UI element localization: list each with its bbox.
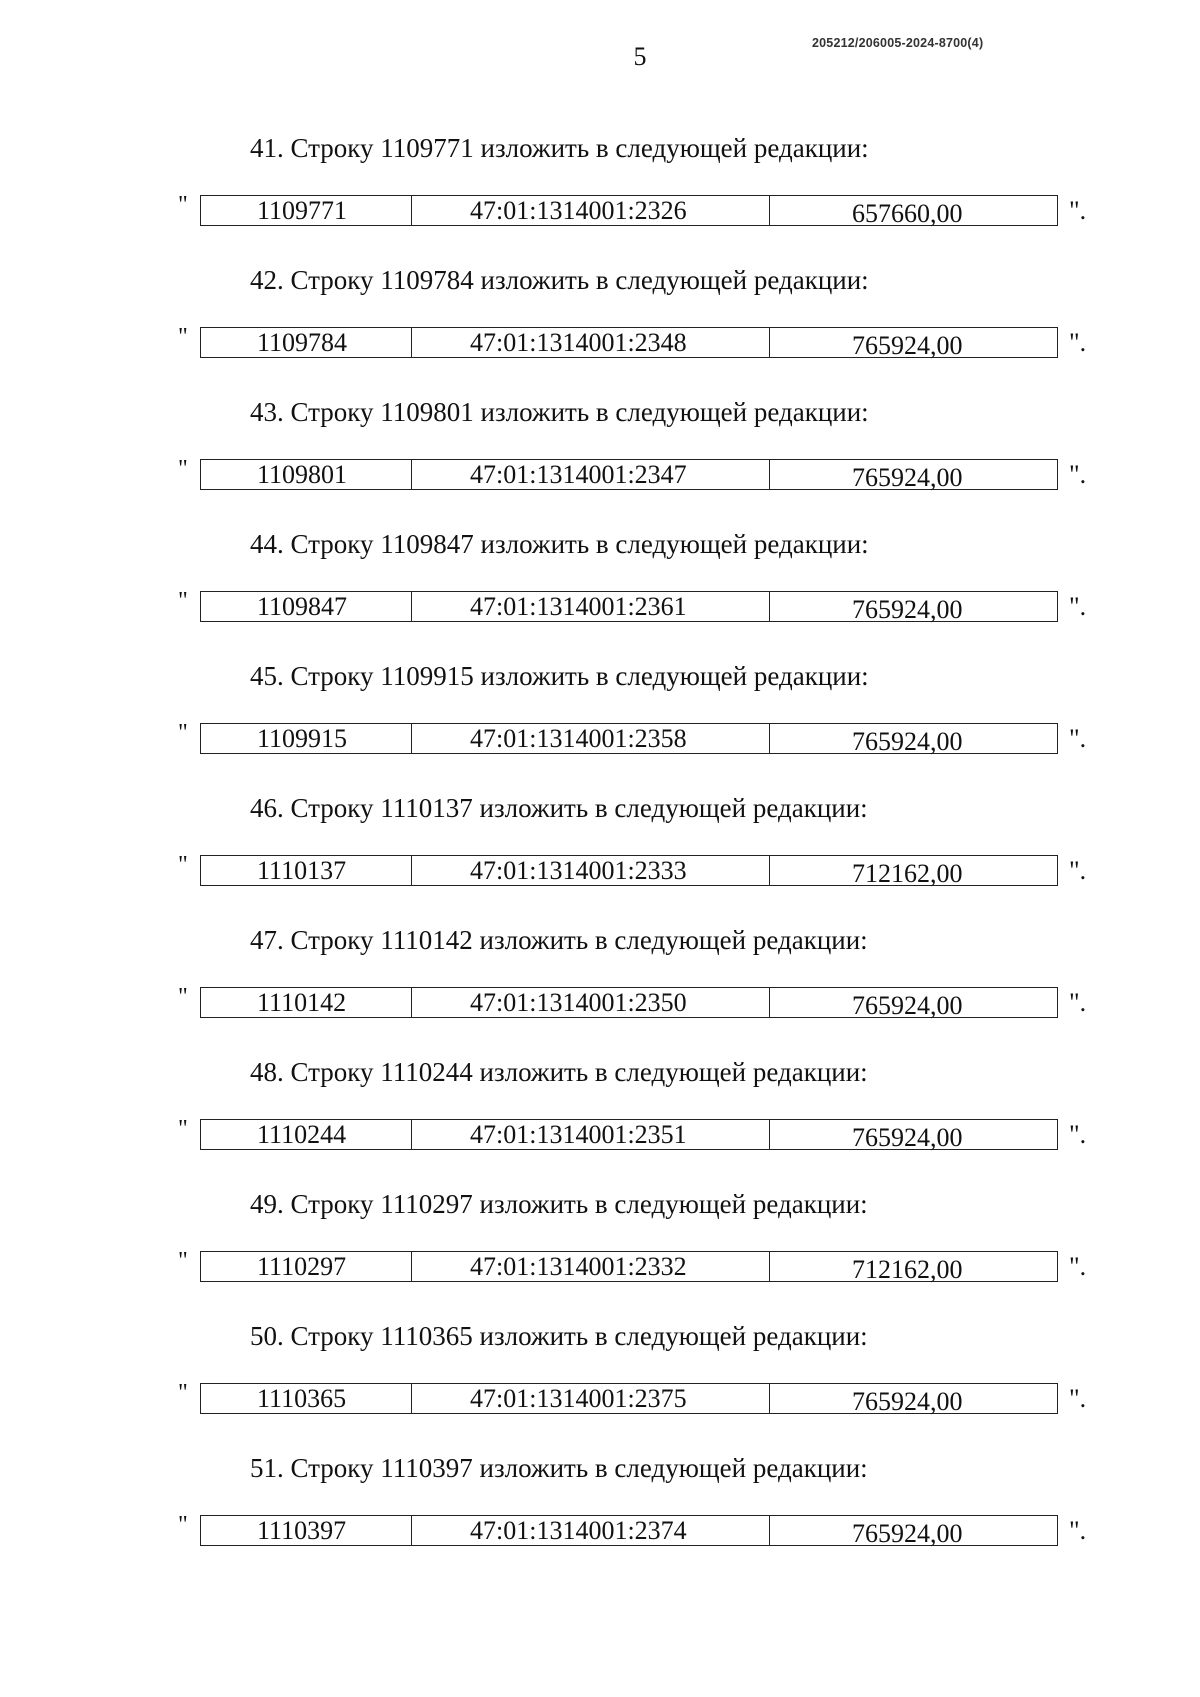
amendment-entry: [0, 397, 1200, 529]
cadastral-number-cell: 47:01:1314001:2333: [412, 856, 770, 885]
row-number-cell: 1110142: [201, 988, 412, 1017]
opening-quote: ": [178, 1512, 188, 1538]
table-row: [200, 195, 1058, 226]
amendment-entry: [0, 529, 1200, 661]
amendment-entry: [0, 661, 1200, 793]
cadastral-value-cell: 765924,00: [852, 1123, 963, 1152]
table-row: [200, 459, 1058, 490]
closing-quote: ".: [1069, 1252, 1087, 1281]
amendment-instruction: 47. Строку 1110142 изложить в следующей редакции:: [250, 925, 868, 955]
opening-quote: ": [178, 192, 188, 218]
row-number-cell: 1110244: [201, 1120, 412, 1149]
cadastral-number-cell: 47:01:1314001:2326: [412, 196, 770, 225]
opening-quote: ": [178, 1116, 188, 1142]
row-number-cell: 1110137: [201, 856, 412, 885]
table-row: [200, 1383, 1058, 1414]
closing-quote: ".: [1069, 988, 1087, 1017]
opening-quote: ": [178, 588, 188, 614]
closing-quote: ".: [1069, 1516, 1087, 1545]
row-number-cell: 1109847: [201, 592, 412, 621]
table-row: [200, 327, 1058, 358]
row-number-cell: 1109784: [201, 328, 412, 357]
amendment-instruction: 50. Строку 1110365 изложить в следующей редакции:: [250, 1321, 868, 1351]
table-row: [200, 1119, 1058, 1150]
amendment-entry: [0, 1057, 1200, 1189]
amendment-entry: [0, 265, 1200, 397]
amendment-entry: [0, 133, 1200, 265]
cadastral-value-cell: 765924,00: [852, 463, 963, 492]
amendment-instruction: 48. Строку 1110244 изложить в следующей редакции:: [250, 1057, 868, 1087]
cadastral-value-cell: 765924,00: [852, 331, 963, 360]
cadastral-value-cell: 765924,00: [852, 727, 963, 756]
closing-quote: ".: [1069, 592, 1087, 621]
table-row: [200, 1251, 1058, 1282]
opening-quote: ": [178, 984, 188, 1010]
cadastral-number-cell: 47:01:1314001:2351: [412, 1120, 770, 1149]
amendment-instruction: 51. Строку 1110397 изложить в следующей редакции:: [250, 1453, 868, 1483]
cadastral-number-cell: 47:01:1314001:2358: [412, 724, 770, 753]
amendment-instruction: 41. Строку 1109771 изложить в следующей редакции:: [250, 133, 869, 163]
cadastral-value-cell: 657660,00: [852, 199, 963, 228]
amendment-instruction: 45. Строку 1109915 изложить в следующей редакции:: [250, 661, 869, 691]
amendment-instruction: 44. Строку 1109847 изложить в следующей редакции:: [250, 529, 869, 559]
opening-quote: ": [178, 720, 188, 746]
opening-quote: ": [178, 1248, 188, 1274]
cadastral-number-cell: 47:01:1314001:2332: [412, 1252, 770, 1281]
table-row: [200, 987, 1058, 1018]
cadastral-value-cell: 712162,00: [852, 1255, 963, 1284]
closing-quote: ".: [1069, 856, 1087, 885]
amendment-instruction: 42. Строку 1109784 изложить в следующей редакции:: [250, 265, 869, 295]
cadastral-value-cell: 765924,00: [852, 991, 963, 1020]
row-number-cell: 1109771: [201, 196, 412, 225]
row-number-cell: 1109915: [201, 724, 412, 753]
opening-quote: ": [178, 456, 188, 482]
cadastral-value-cell: 712162,00: [852, 859, 963, 888]
closing-quote: ".: [1069, 460, 1087, 489]
amendment-instruction: 49. Строку 1110297 изложить в следующей редакции:: [250, 1189, 868, 1219]
closing-quote: ".: [1069, 1120, 1087, 1149]
row-number-cell: 1110297: [201, 1252, 412, 1281]
table-row: [200, 723, 1058, 754]
cadastral-value-cell: 765924,00: [852, 1519, 963, 1548]
cadastral-number-cell: 47:01:1314001:2374: [412, 1516, 770, 1545]
closing-quote: ".: [1069, 1384, 1087, 1413]
amendment-entry: [0, 1189, 1200, 1321]
opening-quote: ": [178, 1380, 188, 1406]
amendment-instruction: 43. Строку 1109801 изложить в следующей редакции:: [250, 397, 869, 427]
amendment-entry: [0, 1321, 1200, 1453]
opening-quote: ": [178, 852, 188, 878]
row-number-cell: 1110397: [201, 1516, 412, 1545]
cadastral-number-cell: 47:01:1314001:2361: [412, 592, 770, 621]
cadastral-value-cell: 765924,00: [852, 1387, 963, 1416]
amendment-entry: [0, 925, 1200, 1057]
table-row: [200, 855, 1058, 886]
amendment-entry: [0, 793, 1200, 925]
opening-quote: ": [178, 324, 188, 350]
document-reference: 205212/206005-2024-8700(4): [812, 36, 984, 50]
row-number-cell: 1109801: [201, 460, 412, 489]
cadastral-value-cell: 765924,00: [852, 595, 963, 624]
cadastral-number-cell: 47:01:1314001:2348: [412, 328, 770, 357]
amendment-entry: [0, 1453, 1200, 1585]
closing-quote: ".: [1069, 196, 1087, 225]
cadastral-number-cell: 47:01:1314001:2350: [412, 988, 770, 1017]
row-number-cell: 1110365: [201, 1384, 412, 1413]
table-row: [200, 1515, 1058, 1546]
cadastral-number-cell: 47:01:1314001:2375: [412, 1384, 770, 1413]
amendment-instruction: 46. Строку 1110137 изложить в следующей редакции:: [250, 793, 868, 823]
closing-quote: ".: [1069, 724, 1087, 753]
cadastral-number-cell: 47:01:1314001:2347: [412, 460, 770, 489]
table-row: [200, 591, 1058, 622]
page-number: 5: [633, 42, 647, 71]
closing-quote: ".: [1069, 328, 1087, 357]
